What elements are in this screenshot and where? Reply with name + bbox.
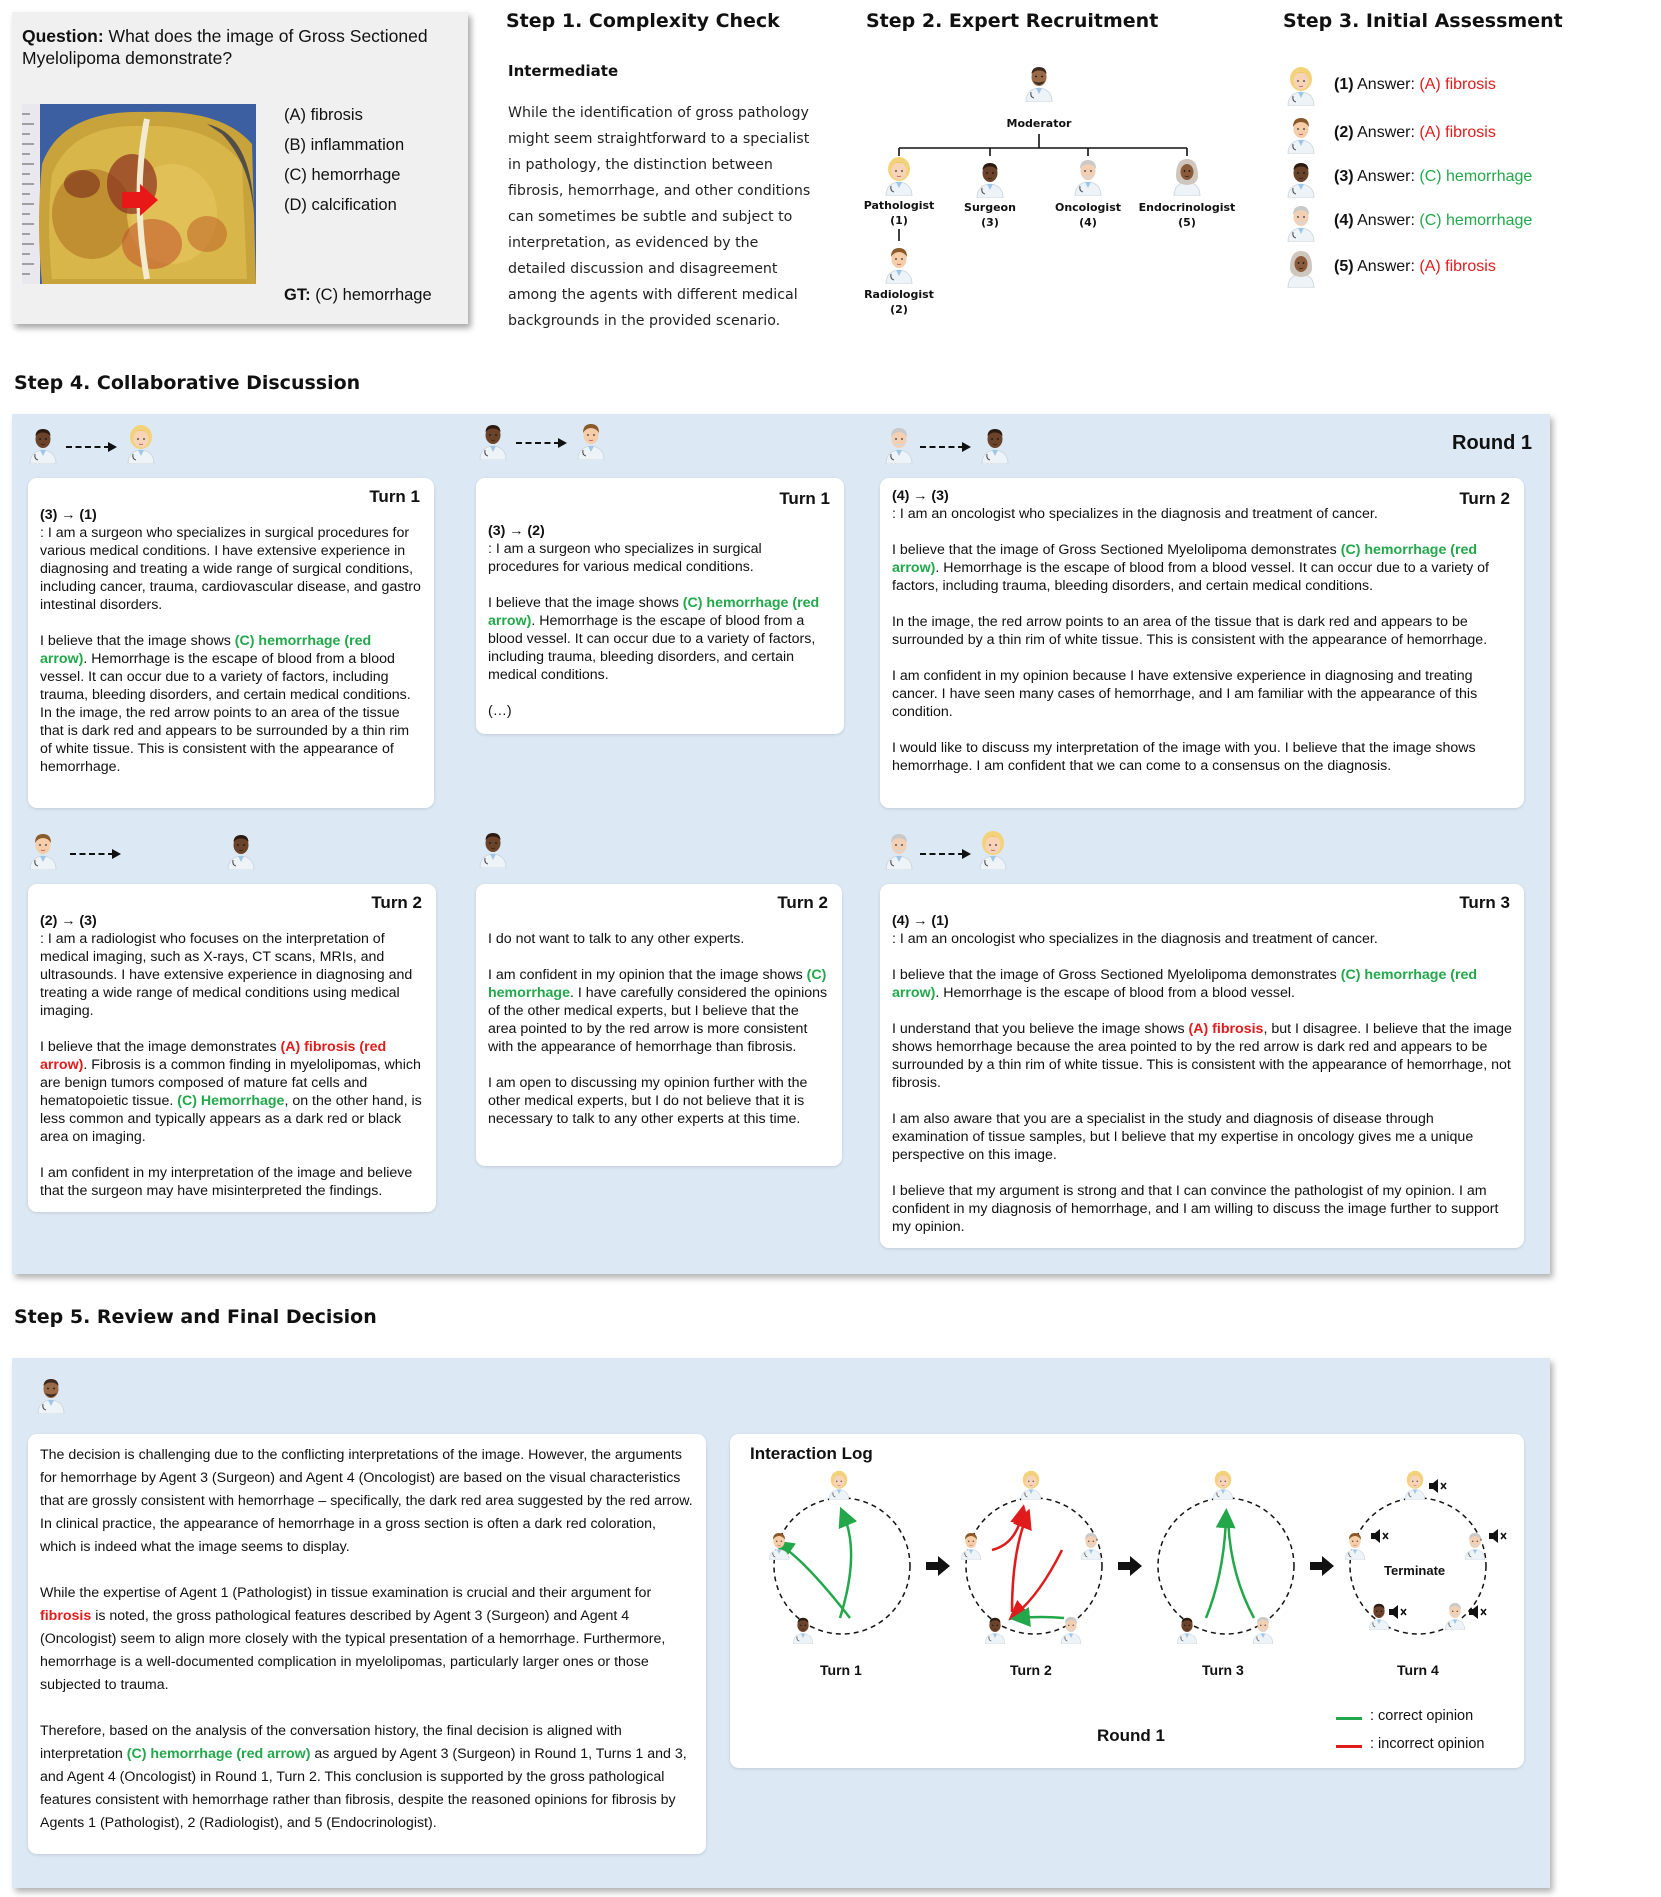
radiologist-label: Radiologist (2) — [864, 288, 934, 316]
opinion-text: I believe that the image of Gross Sectioned Myelolipoma demonstrates (C) hemorrhage (red arrow). Hemorrhage is the escape of blood from a blood vessel. It can occur due to a variety of factors, including trauma, bleeding disorders, and certain medical conditions. — [892, 542, 1489, 594]
step1-title: Step 1. Complexity Check — [506, 10, 780, 32]
mute-icon — [1388, 1604, 1408, 1620]
arrow-head — [962, 442, 971, 452]
log-round-label: Round 1 — [1097, 1726, 1165, 1745]
moderator-avatar-icon — [34, 1374, 68, 1414]
turn-label: Turn 2 — [777, 893, 828, 912]
message-card — [476, 478, 844, 734]
radiologist-icon — [958, 1530, 984, 1560]
answer-5: (5) Answer: (A) fibrosis — [1334, 258, 1496, 275]
receiver-pathologist-icon — [976, 830, 1010, 870]
oncologist-avatar-icon — [1071, 156, 1105, 196]
round-label: Round 1 — [1452, 432, 1532, 454]
message-card — [28, 884, 436, 1212]
hierarchy-lines — [890, 132, 1190, 252]
intro-text: : I am an oncologist who specializes in the diagnosis and treatment of cancer. — [892, 931, 1378, 947]
oncologist-icon — [1058, 1614, 1084, 1644]
opinion-text: I am confident in my opinion that the image shows (C) hemorrhage. I have carefully considered the opinions of the other medical experts, but I believe that the area pointed to by the red arrow is more consistent with the appearance of hemorrhage than fibrosis. — [488, 967, 828, 1055]
step3-title: Step 3. Initial Assessment — [1283, 10, 1563, 32]
radiologist-icon — [1342, 1530, 1368, 1560]
option-a: (A) fibrosis — [284, 106, 363, 124]
paragraph: While the expertise of Agent 1 (Pathologist) in tissue examination is crucial and their argument for fibrosis is noted, the gross pathological features described by Agent 3 (Surgeon) and Agent 4 (Oncologist) seem to align more closely with the typical presentation of a hemorrhage. Furthermore, hemorrhage is a well-documented complication in myelolipomas, particularly larger ones or those subjected to trauma. — [40, 1585, 666, 1693]
paragraph: I do not want to talk to any other experts. — [488, 931, 745, 947]
receiver-surgeon-icon — [978, 424, 1012, 464]
mute-icon — [1428, 1478, 1448, 1494]
legend-incorrect-swatch — [1336, 1745, 1362, 1748]
turn-label: Turn 4 — [1397, 1662, 1439, 1678]
agent5-avatar-icon — [1284, 248, 1318, 288]
message-card — [28, 478, 434, 808]
arrow-head — [108, 442, 117, 452]
surgeon-icon — [1174, 1614, 1200, 1644]
arrow-head — [112, 849, 121, 859]
legend-correct-swatch — [1336, 1717, 1362, 1720]
radiologist-avatar-icon — [882, 244, 916, 284]
agent1-avatar-icon — [1284, 66, 1318, 106]
sender-oncologist-icon — [882, 830, 916, 870]
surgeon-icon — [982, 1614, 1008, 1644]
opinion-text: I believe that the image of Gross Sectioned Myelolipoma demonstrates (C) hemorrhage (red arrow). Hemorrhage is the escape of blood from a blood vessel. — [892, 967, 1478, 1001]
opinion-text: I believe that the image demonstrates (A) fibrosis (red arrow). Fibrosis is a common finding in myelolipomas, which are benign tumors composed of mature fat cells and hematopoietic tissue. (C) Hemorrhage, on the other hand, is less common and typically appears as a dark red or black area on imaging. — [40, 1039, 422, 1145]
mute-icon — [1468, 1604, 1488, 1620]
complexity-explanation: While the identification of gross pathology might seem straightforward to a specialist in pathology, the distinction between fibrosis, hemorrhage, and other conditions can sometimes be subtle and subject to interpretation, as evidenced by the detailed discussion and disagreement among the agents with different medical backgrounds in the provided scenario. — [508, 105, 811, 329]
moderator-label: Moderator — [1006, 117, 1072, 130]
paragraph: I am confident in my opinion because I have extensive experience in diagnosing and treating cancer. I have seen many cases of hemorrhage, and I am familiar with the appearance of this condition. — [892, 668, 1478, 720]
pathologist-label: Pathologist (1) — [863, 199, 935, 227]
message-card — [880, 884, 1524, 1248]
opinion-text: I believe that the image shows (C) hemorrhage (red arrow). Hemorrhage is the escape of blood from a blood vessel. It can occur due to a variety of factors, including trauma, bleeding disorders, and certain medical conditions. In the image, the red arrow points to an area of the tissue that is dark red and appears to be surrounded by a thin rim of white tissue. This is consistent with the appearance of hemorrhage. — [40, 633, 411, 775]
turn-label: Turn 2 — [1459, 489, 1510, 508]
intro-text: : I am an oncologist who specializes in the diagnosis and treatment of cancer. — [892, 506, 1378, 522]
turn-label: Turn 2 — [371, 893, 422, 912]
turn-label: Turn 1 — [820, 1662, 862, 1678]
agent4-avatar-icon — [1284, 202, 1318, 242]
step5-title: Step 5. Review and Final Decision — [14, 1306, 377, 1328]
answer-2: (2) Answer: (A) fibrosis — [1334, 124, 1496, 141]
ellipsis-text: (…) — [488, 703, 512, 719]
turn-label: Turn 3 — [1202, 1662, 1244, 1678]
arrow-head — [558, 438, 567, 448]
answer-3: (3) Answer: (C) hemorrhage — [1334, 168, 1533, 185]
mute-icon — [1370, 1528, 1390, 1544]
opinion-text: I believe that the image shows (C) hemorrhage (red arrow). Hemorrhage is the escape of blood from a blood vessel. It can occur due to a variety of factors, including trauma, bleeding disorders, and certain medical conditions. — [488, 595, 820, 683]
paragraph: I am also aware that you are a specialist in the study and diagnosis of disease through examination of tissue samples, but I believe that my expertise in oncology gives me a unique perspective on this image. — [892, 1111, 1474, 1163]
specimen-image — [22, 104, 256, 284]
intro-text: : I am a radiologist who focuses on the interpretation of medical imaging, such as X-rays, CT scans, MRIs, and ultrasounds. I have extensive experience in diagnosing and treating a wide range of medical conditions using medical imaging. — [40, 931, 413, 1019]
paragraph: I understand that you believe the image shows (A) fibrosis, but I disagree. I believe that the image shows hemorrhage because the area pointed to by the red arrow is dark red and appears to be surrounded by a thin rim of white tissue. This is consistent with the appearance of hemorrhage, not fibrosis. — [892, 1021, 1512, 1091]
intro-text: : I am a surgeon who specializes in surgical procedures for various medical conditions. I have extensive experience in diagnosing and treating a wide range of surgical conditions, including cancer, trauma, cardiovascular disease, and gastro intestinal disorders. — [40, 525, 421, 613]
message-card — [880, 478, 1524, 808]
paragraph: I am open to discussing my opinion further with the other medical experts, but I do not believe that it is necessary to talk to any other experts at this time. — [488, 1075, 808, 1127]
dashed-arrow — [516, 442, 560, 444]
pathologist-icon — [1402, 1470, 1428, 1500]
paragraph: I am confident in my interpretation of the image and believe that the surgeon may have misinterpreted the findings. — [40, 1165, 413, 1199]
receiver-radiologist-icon — [574, 420, 608, 460]
terminate-label: Terminate — [1384, 1563, 1446, 1578]
paragraph: I would like to discuss my interpretation of the image with you. I believe that the image shows hemorrhage. I am confident that we can come to a consensus on the diagnosis. — [892, 740, 1476, 774]
pathologist-icon — [826, 1470, 852, 1500]
option-c: (C) hemorrhage — [284, 166, 401, 184]
intro-text: : I am a surgeon who specializes in surgical procedures for various medical conditions. — [488, 541, 762, 575]
message-card — [476, 884, 842, 1166]
dashed-arrow — [920, 853, 964, 855]
oncologist-icon — [1078, 1530, 1104, 1560]
pathologist-icon — [1210, 1470, 1236, 1500]
moderator-avatar-icon — [1022, 62, 1056, 102]
dashed-arrow — [70, 853, 114, 855]
turn-label: Turn 1 — [369, 487, 420, 506]
legend-incorrect: : incorrect opinion — [1370, 1736, 1485, 1752]
paragraph: In the image, the red arrow points to an area of the tissue that is dark red and appears to be surrounded by a thin rim of white tissue. This is consistent with the appearance of hemorrhage. — [892, 614, 1488, 648]
complexity-level: Intermediate — [508, 62, 619, 80]
agent3-avatar-icon — [1284, 158, 1318, 198]
dashed-arrow — [920, 446, 964, 448]
sender-receiver: (2) → (3) — [40, 913, 97, 929]
pathologist-avatar-icon — [882, 156, 916, 196]
arrow-head — [962, 849, 971, 859]
step4-title: Step 4. Collaborative Discussion — [14, 372, 361, 394]
agent2-avatar-icon — [1284, 114, 1318, 154]
interaction-log-title: Interaction Log — [750, 1444, 873, 1463]
surgeon-icon — [476, 828, 510, 868]
sender-surgeon-icon — [26, 424, 60, 464]
final-decision-card — [28, 1434, 706, 1854]
ground-truth: GT: (C) hemorrhage — [284, 286, 432, 304]
oncologist-icon — [1462, 1530, 1488, 1560]
surgeon-icon — [790, 1614, 816, 1644]
receiver-surgeon-icon — [224, 830, 258, 870]
sender-oncologist-icon — [882, 424, 916, 464]
endocrinologist-label: Endocrinologist (5) — [1138, 201, 1236, 229]
pathologist-icon — [1018, 1470, 1044, 1500]
sender-radiologist-icon — [26, 830, 60, 870]
radiologist-icon — [766, 1530, 792, 1560]
surgeon-label: Surgeon (3) — [964, 201, 1016, 229]
step2-title: Step 2. Expert Recruitment — [866, 10, 1159, 32]
oncologist-label: Oncologist (4) — [1054, 201, 1122, 229]
answer-1: (1) Answer: (A) fibrosis — [1334, 76, 1496, 93]
receiver-pathologist-icon — [124, 424, 158, 464]
legend-correct: : correct opinion — [1370, 1708, 1474, 1724]
surgeon-avatar-icon — [973, 158, 1007, 198]
answer-4: (4) Answer: (C) hemorrhage — [1334, 212, 1533, 229]
mute-icon — [1488, 1528, 1508, 1544]
sender-surgeon-icon — [476, 420, 510, 460]
endocrinologist-avatar-icon — [1170, 156, 1204, 196]
oncologist-icon — [1250, 1614, 1276, 1644]
option-d: (D) calcification — [284, 196, 397, 214]
sender-receiver: (3) → (1) — [40, 507, 97, 523]
final-decision-text: Therefore, based on the analysis of the conversation history, the final decision is aligned with interpretation (C) hemorrhage (red arrow) as argued by Agent 3 (Surgeon) in Round 1, Turns 1 and 3, and Agent 4 (Oncologist) in Round 1, Turn 2. This conclusion is supported by the gross pathological features consistent with hemorrhage rather than fibrosis, despite the reasoned opinions for fibrosis by Agents 1 (Pathologist), 2 (Radiologist), and 5 (Endocrinologist). — [40, 1723, 687, 1831]
sender-receiver: (3) → (2) — [488, 523, 545, 539]
paragraph: I believe that my argument is strong and that I can convince the pathologist of my opinion. I am confident in my diagnosis of hemorrhage, and I am willing to discuss the image further to support my opinion. — [892, 1183, 1499, 1235]
turn-label: Turn 2 — [1010, 1662, 1052, 1678]
sender-receiver: (4) → (1) — [892, 913, 949, 929]
turn-label: Turn 1 — [779, 489, 830, 508]
dashed-arrow — [66, 446, 110, 448]
oncologist-icon — [1442, 1600, 1468, 1630]
turn-label: Turn 3 — [1459, 893, 1510, 912]
option-b: (B) inflammation — [284, 136, 405, 154]
paragraph: The decision is challenging due to the conflicting interpretations of the image. However, the arguments for hemorrhage by Agent 3 (Surgeon) and Agent 4 (Oncologist) are based on the visual characteristics that are grossly consistent with hemorrhage – specifically, the dark red area suggested by the red arrow. In clinical practice, the appearance of hemorrhage in a gross section is often a dark red coloration, which is indeed what the image seems to display. — [40, 1447, 693, 1555]
sender-receiver: (4) → (3) — [892, 488, 949, 504]
question-text: Question: What does the image of Gross Sectioned Myelolipoma demonstrate? — [22, 26, 428, 68]
